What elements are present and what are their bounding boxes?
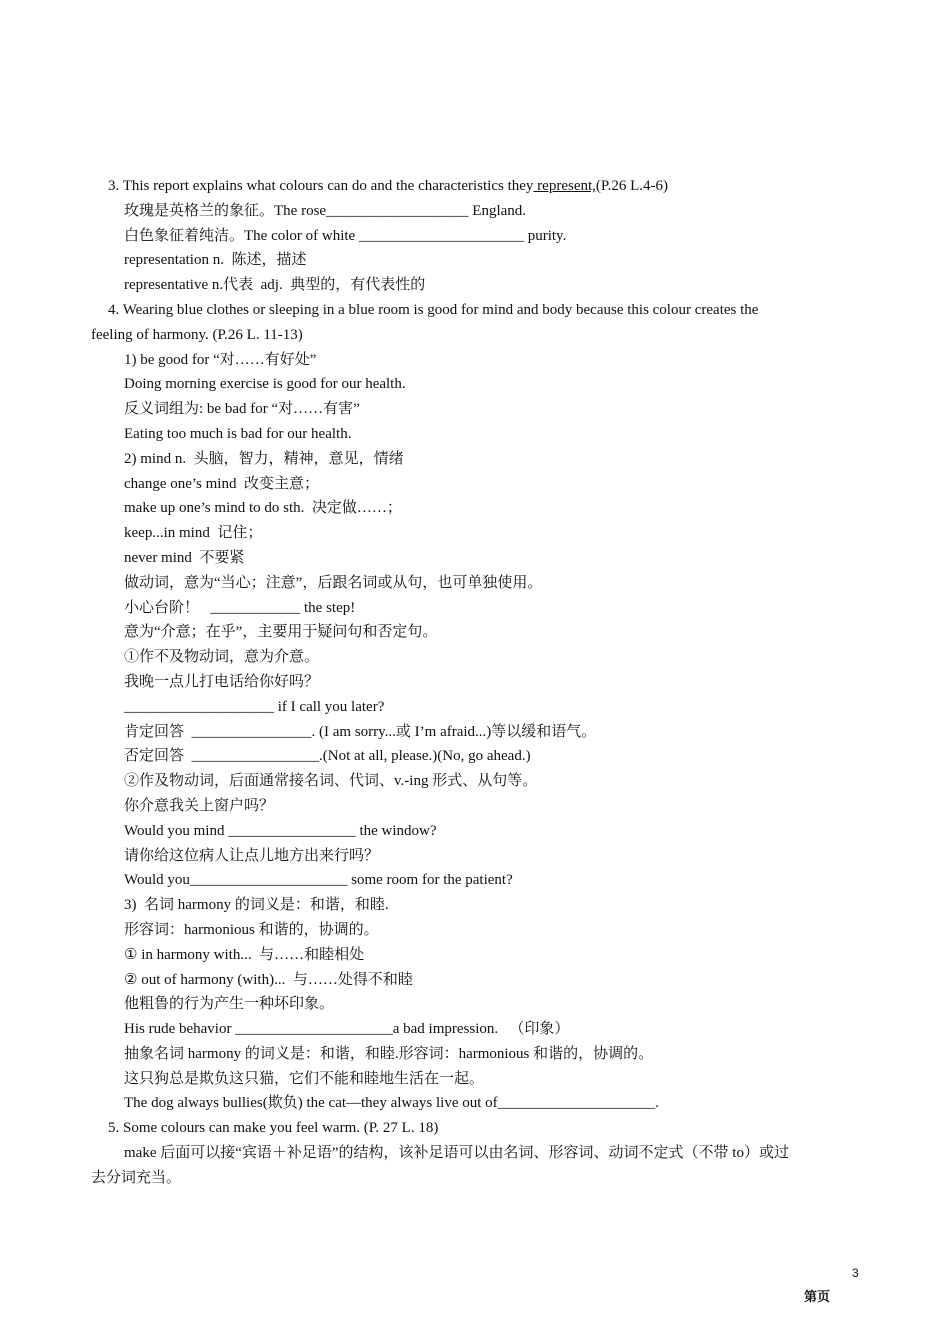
text-line: Doing morning exercise is good for our health.: [124, 376, 406, 393]
text-line: 这只狗总是欺负这只猫，它们不能和睦地生活在一起。: [124, 1070, 485, 1087]
text-line: never mind 不要紧: [124, 549, 245, 566]
text-line: 否定回答 _________________.(Not at all, please.)(No, go ahead.): [124, 748, 531, 765]
text-line: Would you mind _________________ the window?: [124, 822, 437, 839]
text-line: 他粗鲁的行为产生一种坏印象。: [124, 996, 335, 1013]
item-3-heading: 3. This report explains what colours can do and the characteristics they represent,(P.26 L.4-6): [108, 178, 668, 194]
text-line: 肯定回答 ________________. (I am sorry...或 I’m afraid...)等以缓和语气。: [124, 723, 597, 740]
text-line: Would you_____________________ some room for the patient?: [124, 872, 513, 889]
text-line: 2) mind n. 头脑，智力，精神，意见，情绪: [124, 450, 404, 467]
text-line: keep...in mind 记住；: [124, 525, 263, 542]
text-line: make 后面可以接“宾语＋补足语”的结构，该补足语可以由名词、形容词、动词不定式（不带 to）或过: [124, 1145, 789, 1162]
text-line: ② out of harmony (with)... 与……处得不和睦: [124, 971, 413, 988]
document-body: [0, 174, 950, 1191]
text-line: representative n.代表 adj. 典型的，有代表性的: [124, 277, 426, 294]
text-line: The dog always bullies(欺负) the cat—they always live out of_____________________.: [124, 1095, 659, 1112]
text-line: ① in harmony with... 与……和睦相处: [124, 946, 365, 963]
text-line: 3) 名词 harmony 的词义是：和谐，和睦.: [124, 897, 389, 914]
text-line: 玫瑰是英格兰的象征。The rose___________________ England.: [124, 202, 527, 219]
text-line: 小心台阶！ ____________ the step!: [124, 599, 356, 616]
text-line: 抽象名词 harmony 的词义是：和谐，和睦.形容词：harmonious 和谐的，协调的。: [124, 1045, 654, 1062]
text-line: representation n. 陈述，描述: [124, 252, 307, 269]
text-line: 去分词充当。: [91, 1169, 182, 1186]
underlined-word: represent,: [533, 178, 596, 194]
text-line: change one’s mind 改变主意；: [124, 475, 319, 492]
item-4-heading: 4. Wearing blue clothes or sleeping in a blue room is good for mind and body because this colour creates the: [108, 301, 759, 318]
page-number: 3: [852, 1266, 859, 1280]
text-line: 反义词组为: be bad for “对……有害”: [124, 401, 360, 418]
text-line: 意为“介意；在乎”，主要用于疑问句和否定句。: [124, 624, 438, 641]
text-line: ②作及物动词，后面通常接名词、代词、v.-ing 形式、从句等。: [124, 773, 538, 790]
item-5-heading: 5. Some colours can make you feel warm. (P. 27 L. 18): [108, 1120, 439, 1137]
text-line: 做动词，意为“当心；注意”，后跟名词或从句，也可单独使用。: [124, 574, 543, 591]
text-line: 白色象征着纯洁。The color of white ______________________ purity.: [124, 227, 567, 244]
page-label: 第页: [804, 1290, 831, 1305]
text-line: 我晚一点儿打电话给你好吗？: [124, 673, 320, 690]
text-line: ____________________ if I call you later?: [124, 698, 385, 715]
text-line: 请你给这位病人让点儿地方出来行吗？: [124, 847, 380, 864]
item-4-heading-cont: feeling of harmony. (P.26 L. 11-13): [91, 326, 303, 343]
text-line: Eating too much is bad for our health.: [124, 425, 352, 442]
text-line: ①作不及物动词，意为介意。: [124, 649, 320, 666]
text-line: His rude behavior _____________________a bad impression. （印象）: [124, 1021, 570, 1038]
text-line: 你介意我关上窗户吗？: [124, 797, 275, 814]
text-line: 1) be good for “对……有好处”: [124, 351, 317, 368]
text-line: 形容词：harmonious 和谐的，协调的。: [124, 921, 379, 938]
text-line: make up one’s mind to do sth. 决定做……；: [124, 500, 402, 517]
